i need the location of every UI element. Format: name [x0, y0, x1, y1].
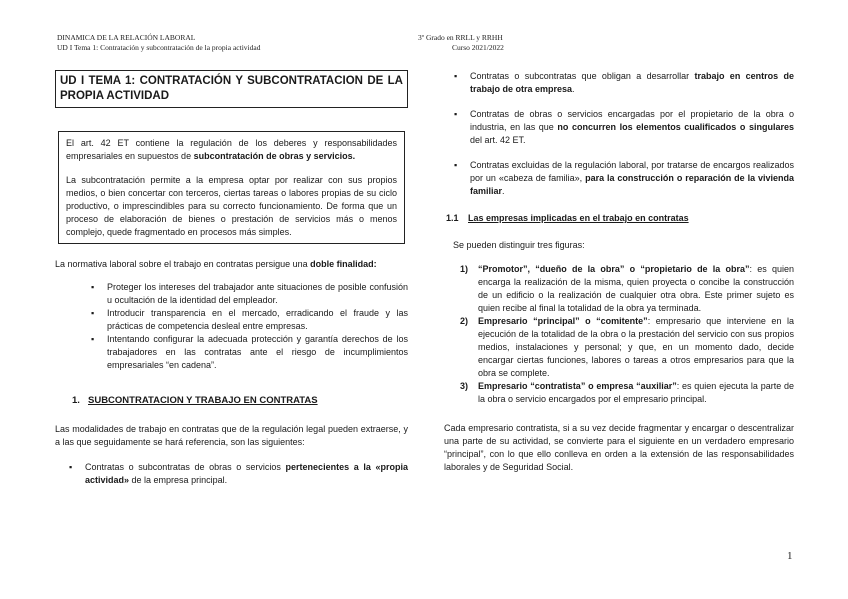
section-1-heading — [72, 394, 408, 407]
modalidad-item-2 — [470, 70, 794, 96]
header-degree: 3º Grado en RRLL y RRHH — [418, 33, 503, 42]
modalidad-item-1 — [85, 461, 408, 487]
figura-1-text: : es quien encarga la realización de la misma, quien proyecta o concibe la construcción de un edificio o la realización de cualquier otra obra. Este primer sujeto es quien recibe al final la totalidad de la obra ya terminada. — [478, 264, 795, 313]
modalidad-1-end: de la empresa principal. — [129, 475, 228, 485]
finalidad-item-1: ▪ Proteger los intereses del trabajador ante situaciones de posible confusión u ocultación de la identidad del empleador. — [107, 281, 408, 307]
subsection-1-1-heading — [446, 212, 794, 225]
intro-text: El art. 42 ET contiene la regulación de los deberes y responsabilidades empresariales en supuestos de — [66, 138, 397, 161]
modalidad-3-text: Contratas de obras o servicios encargadas por el propietario de la obra o industria, en las que — [470, 109, 794, 132]
modalidad-1-bold: pertenecientes a la «propia actividad» — [85, 462, 408, 485]
figura-2-text: : empresario que interviene en la ejecución de la totalidad de la obra o la prestación del servicio con sus propios medios, instalaciones y personal; y que, en un momento dado, decide encargar ciertas funciones, labores o tareas a otros empresarios para que la obra se complete. — [478, 316, 794, 378]
finalidad-list — [107, 281, 408, 372]
page-number: 1 — [787, 550, 793, 562]
modalidades-list-right — [470, 70, 794, 198]
figura-2-number: 2) — [460, 316, 469, 326]
intro-paragraph-1 — [66, 137, 397, 163]
normativa-paragraph — [55, 258, 408, 271]
section-1-number: 1. — [72, 395, 80, 406]
running-header-left — [57, 33, 260, 53]
normativa-colon: : — [373, 259, 377, 269]
document-title: UD I TEMA 1: CONTRATACIÓN Y SUBCONTRATACION DE LA PROPIA ACTIVIDAD — [55, 70, 408, 108]
figuras-intro: Se pueden distinguir tres figuras: — [453, 240, 585, 250]
intro-box — [58, 131, 405, 244]
modalidad-4-end: . — [502, 186, 505, 196]
figura-1-number: 1) — [460, 264, 469, 274]
modalidad-item-3 — [470, 108, 794, 147]
modalidad-4-text: Contratas excluidas de la regulación laboral, por tratarse de encargos realizados por un «cabeza de familia», — [470, 160, 794, 183]
modalidad-3-bold: no concurren los elementos cualificados o singulares — [557, 122, 794, 132]
figura-item-2 — [444, 315, 794, 380]
figura-1-bold: “Promotor”, “dueño de la obra” o “propietario de la obra” — [478, 264, 750, 274]
figura-3-number: 3) — [460, 381, 469, 391]
running-header-right — [418, 33, 504, 53]
normativa-text: La normativa laboral sobre el trabajo en contratas persigue una — [55, 259, 311, 269]
finalidad-item-3: ▪ Intentando configurar la adecuada protección y garantía derechos de los trabajadores en las contratas ante el riesgo de incumplimientos empresariales “en cadena”. — [107, 333, 408, 372]
closing-paragraph: Cada empresario contratista, si a su vez decide fragmentar y encargar o descentralizar una parte de su actividad, se convierte para el siguiente en un verdadero empresario “principal”, con lo que ello conlleva en orden a la extensión de las responsabilidades laborales y de Seguridad Social. — [444, 423, 794, 472]
modalidad-item-4 — [470, 159, 794, 198]
subsection-title: Las empresas implicadas en el trabajo en contratas — [468, 213, 689, 223]
modalidades-list-left — [85, 461, 408, 487]
modalidad-2-bold: trabajo en centros de trabajo de otra empresa — [470, 71, 794, 94]
figura-3-text: : es quien ejecuta la parte de la obra o servicio encargados por el empresario principal. — [478, 381, 794, 404]
modalidad-4-bold: para la construcción o reparación de la vivienda familiar — [470, 173, 794, 196]
section-1-intro: Las modalidades de trabajo en contratas que de la regulación legal pueden extraerse, y a las que seguidamente se hará referencia, son las siguientes: — [55, 424, 408, 447]
figura-2-bold: Empresario “principal” o “comitente” — [478, 316, 648, 326]
header-unit-title: UD I Tema 1: Contratación y subcontratación de la propia actividad — [57, 43, 261, 52]
finalidad-item-2: ▪ Introducir transparencia en el mercado, erradicando el fraude y las prácticas de competencia desleal entre empresas. — [107, 307, 408, 333]
figuras-list — [444, 263, 794, 406]
header-academic-year: Curso 2021/2022 — [452, 43, 504, 52]
modalidad-1-text: Contratas o subcontratas de obras o servicios — [85, 462, 286, 472]
header-course-title: DINAMICA DE LA RELACIÓN LABORAL — [57, 33, 196, 42]
section-1-title: SUBCONTRATACION Y TRABAJO EN CONTRATAS — [88, 395, 318, 406]
normativa-bold-text: doble finalidad — [310, 259, 374, 269]
modalidad-2-end: . — [572, 84, 575, 94]
modalidad-2-text: Contratas o subcontratas que obligan a desarrollar — [470, 71, 695, 81]
intro-bold-text: subcontratación de obras y servicios. — [193, 151, 356, 161]
figura-item-3 — [444, 380, 794, 406]
modalidad-3-end: del art. 42 ET. — [470, 135, 526, 145]
figura-3-bold: Empresario “contratista” o empresa “auxiliar” — [478, 381, 677, 391]
left-column — [55, 70, 408, 487]
intro-paragraph-2: La subcontratación permite a la empresa optar por realizar con sus propios medios, o bien concertar con terceros, ciertas tareas o labores propias de su ciclo productivo, o imprescindibles para su correcto funcionamiento. De forma que un proceso de elaboración de bienes o prestación de servicios más o menos complejo, quede fragmentado en procesos más simples. — [66, 175, 397, 237]
figura-item-1 — [444, 263, 794, 315]
right-column — [444, 70, 794, 474]
subsection-number: 1.1 — [446, 213, 459, 223]
